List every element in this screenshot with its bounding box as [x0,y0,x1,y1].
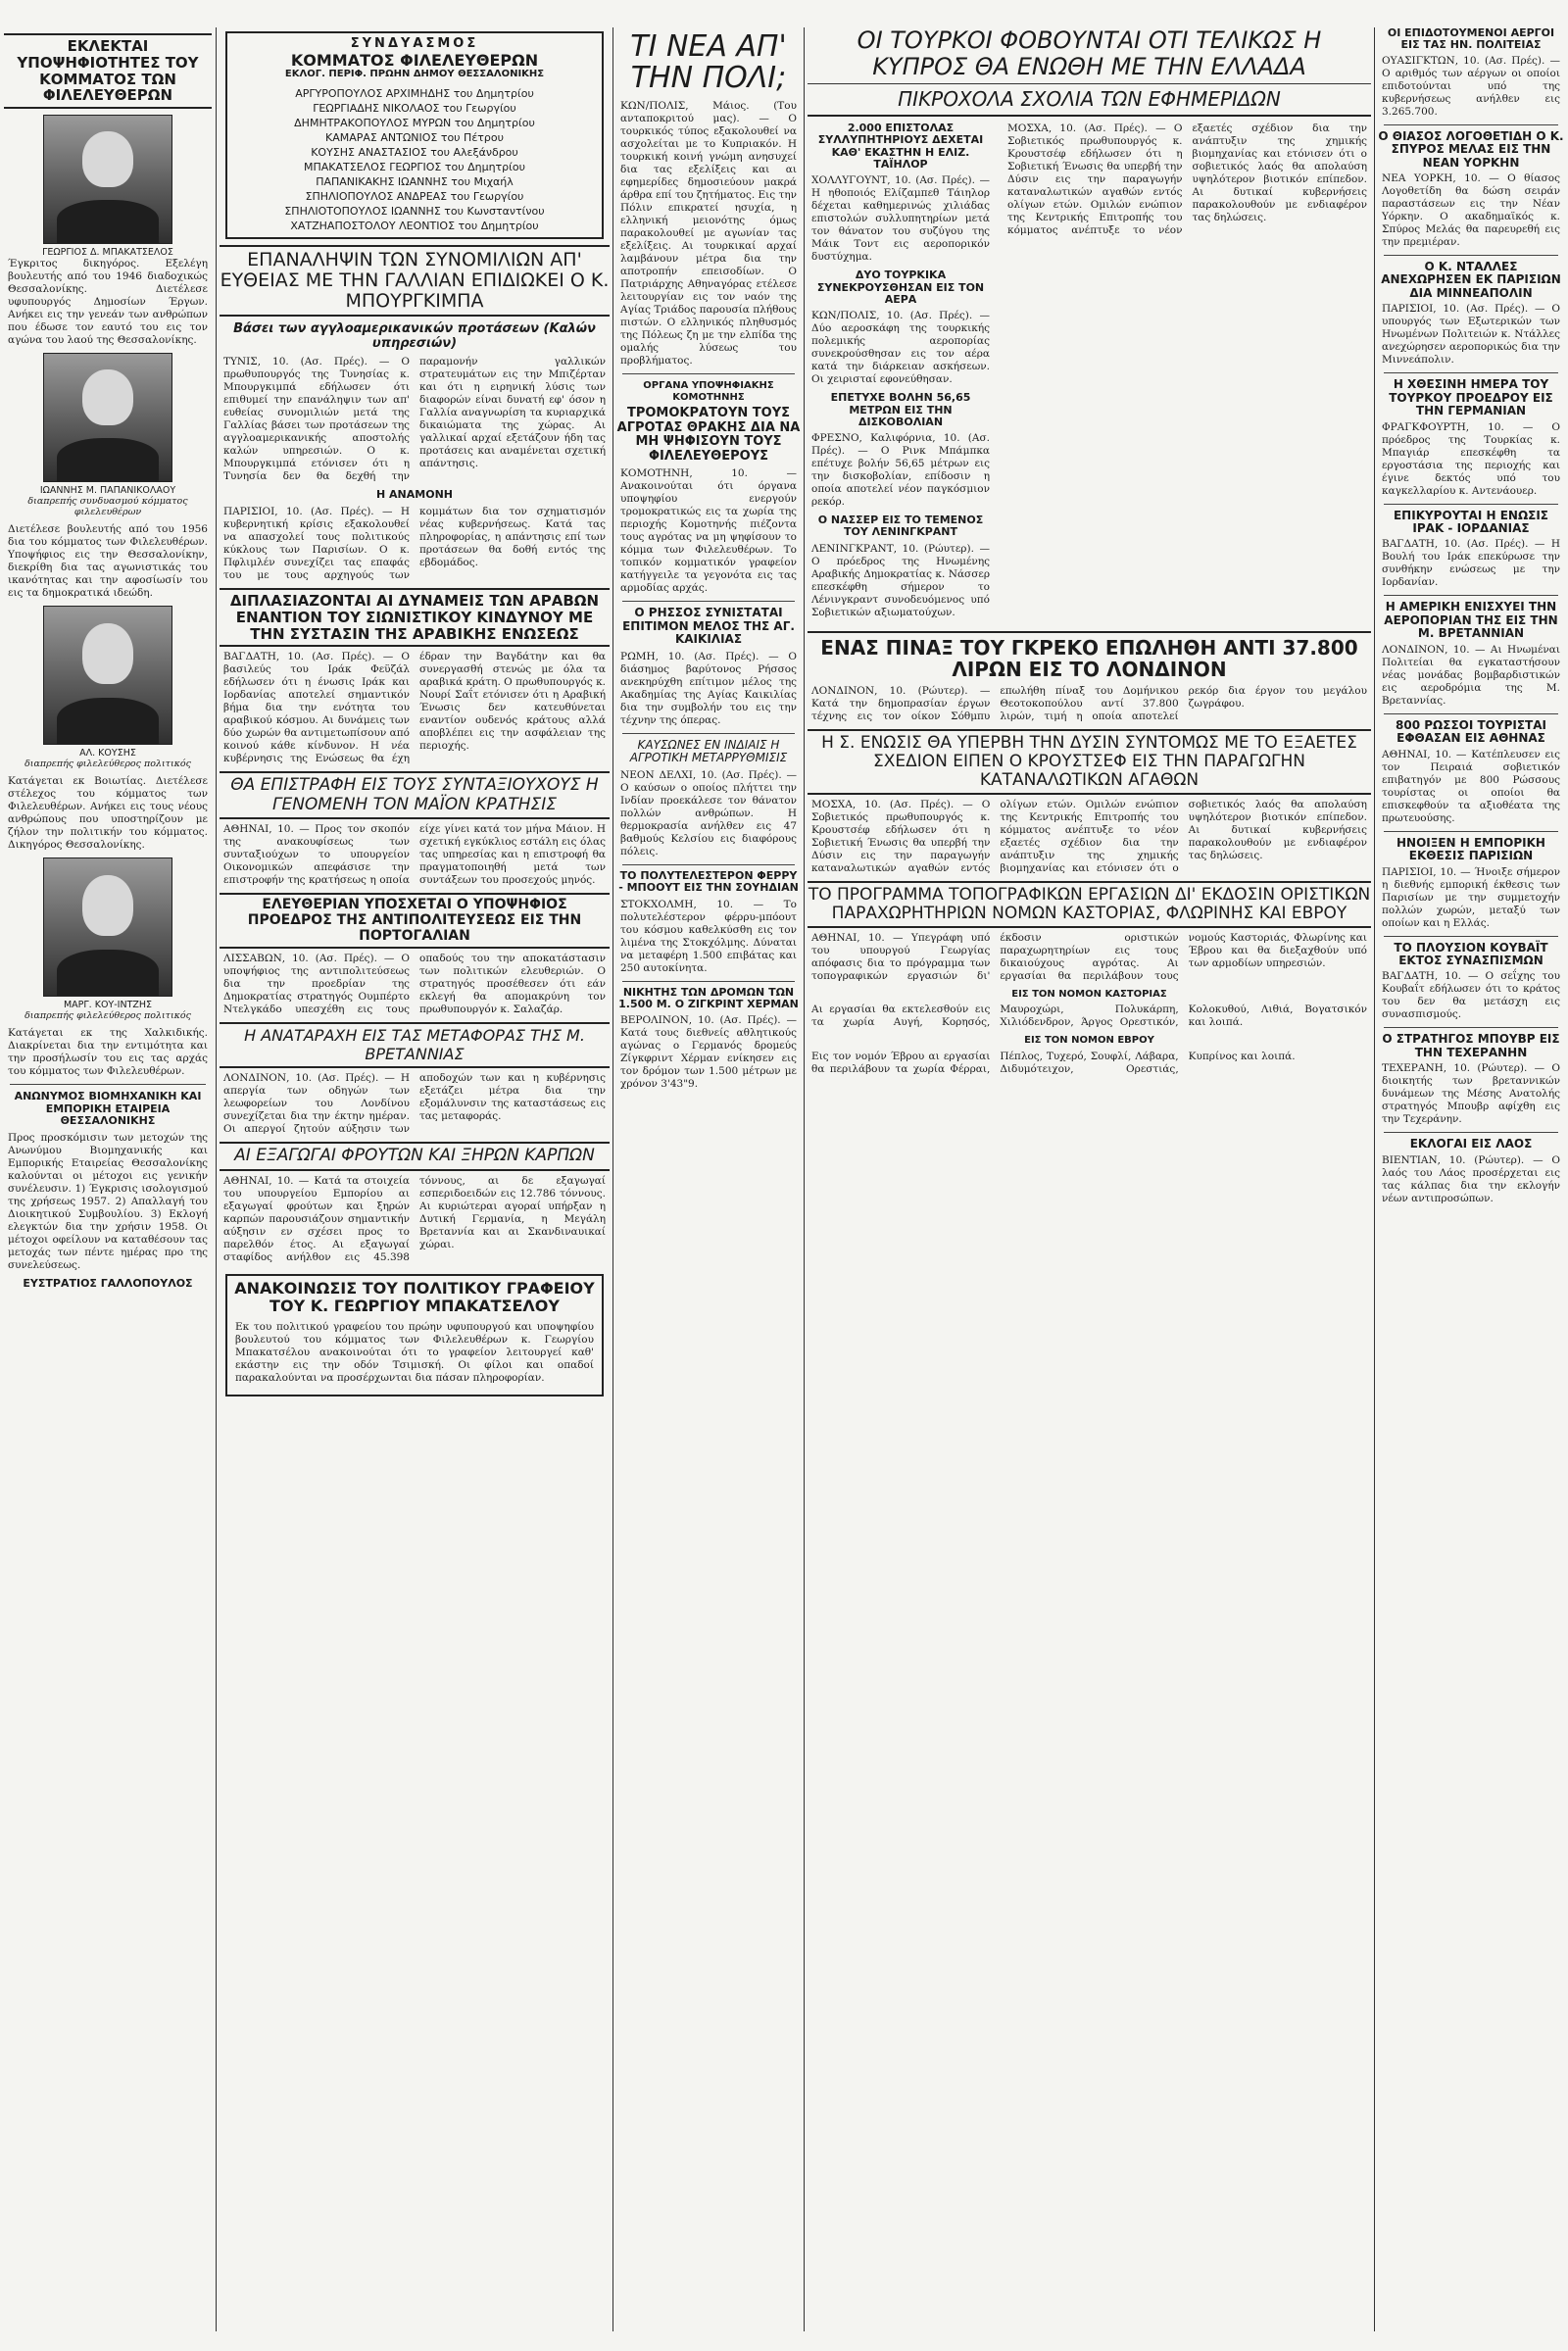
article-text: ΡΩΜΗ, 10. (Ασ. Πρές). — Ο διάσημος βαρύτονος Ρήσσος ανεκηρύχθη επίτιμον μέλος της Ακαδημίας της Αγίας Καικιλίας δια την συμβολήν του εις την τέχνην της όπερας. [620,650,797,726]
headline: ΕΠΙΚΥΡΟΥΤΑΙ Η ΕΝΩΣΙΣ ΙΡΑΚ - ΙΟΡΔΑΝΙΑΣ [1393,508,1548,535]
candidate-photo [43,353,172,482]
photo-caption-desc: διαπρεπής φιλελεύθερος πολιτικός [24,759,191,770]
article-text: ΑΘΗΝΑΙ, 10. — Υπεγράφη υπό του υπουργού Γεωργίας απόφασις δια το πρόγραμμα των τοπογραφικών εργασιών δι' έκδοσιν οριστικών παραχωρητηρίων εις τους δικαιούχους αγρότας. Αι εργασίαι θα περιλάβουν τους νομούς Καστοριάς, Φλωρίνης και Έβρου και θα διεξαχθούν υπό των αρμοδίων υπηρεσιών. [811,931,1367,982]
article-text: ΑΘΗΝΑΙ, 10. — Προς τον σκοπόν της ανακουφίσεως των συνταξιούχων το υπουργείον Οικονομικών απεφάσισε την επιστροφήν της κρατήσεως η οποία είχε γίνει κατά τον μήνα Μάιον. Η σχετική εγκύκλιος εστάλη εις όλας τας υπηρεσίας και η επιστροφή θα πραγματοποιηθή μετά των συντάξεων του προσεχούς μηνός. [223,823,606,887]
article-text: ΛΟΝΔΙΝΟΝ, 10. (Ασ. Πρές). — Η απεργία των οδηγών των λεωφορείων του Λονδίνου συνεχίζεται δια την έκτην ημέραν. Οι απεργοί ζητούν αύξησιν των αποδοχών των και η κυβέρνησις εξετάζει μέτρα δια την εξομάλυνσιν της καταστάσεως εις τας μεταφοράς. [223,1072,606,1136]
headline: ΤΟ ΠΡΟΓΡΑΜΜΑ ΤΟΠΟΓΡΑΦΙΚΩΝ ΕΡΓΑΣΙΩΝ ΔΙ' ΕΚΔΟΣΙΝ ΟΡΙΣΤΙΚΩΝ ΠΑΡΑΧΩΡΗΤΗΡΙΩΝ ΝΟΜΩΝ ΚΑΣΤΟΡΙΑΣ, ΦΛΩΡΙΝΗΣ ΚΑΙ ΕΒΡΟΥ [808,881,1371,928]
article-text: ΝΕΟΝ ΔΕΛΧΙ, 10. (Ασ. Πρές). — Ο καύσων ο οποίος πλήττει την Ινδίαν προεκάλεσε τον θάνατον πολλών ανθρώπων. Η θερμοκρασία ανήλθεν εις 47 βαθμούς Κελσίου εις διαφόρους πόλεις. [620,769,797,858]
article-text: ΧΟΛΛΥΓΟΥΝΤ, 10. (Ασ. Πρές). — Η ηθοποιός Ελίζαμπεθ Τάιηλορ δέχεται καθημερινώς χιλιάδας επιστολών συλλυπητηρίων μετά τον θάνατον του συζύγου της Μάικ Τοντ εις αεροπορικόν δυστύχημα. [811,174,990,264]
headline: ΗΝΟΙΞΕΝ Η ΕΜΠΟΡΙΚΗ ΕΚΘΕΣΙΣ ΠΑΡΙΣΙΩΝ [1396,835,1545,863]
headline: ΔΙΠΛΑΣΙΑΖΟΝΤΑΙ ΑΙ ΔΥΝΑΜΕΙΣ ΤΩΝ ΑΡΑΒΩΝ ΕΝΑΝΤΙΟΝ ΤΟΥ ΣΙΩΝΙΣΤΙΚΟΥ ΚΙΝΔΥΝΟΥ ΜΕ ΤΗΝ ΣΥΣΤΑΣΙΝ ΤΗΣ ΑΡΑΒΙΚΗΣ ΕΝΩΣΕΩΣ [220,588,610,647]
candidate-list-box [225,31,604,239]
article-text: Αι εργασίαι θα εκτελεσθούν εις τα χωρία Αυγή, Κορησός, Μαυροχώρι, Πολυκάρπη, Χιλιόδενδρον, Άργος Ορεστικόν, Κολοκυθού, Λιθιά, Βογατσικόν και λοιπά. [811,1004,1367,1029]
candidate-name: ΓΕΩΡΓΙΑΔΗΣ ΝΙΚΟΛΑΟΣ του Γεωργίου [313,101,516,115]
article-text: ΜΟΣΧΑ, 10. (Ασ. Πρές). — Ο Σοβιετικός πρωθυπουργός κ. Κρουστσέφ εδήλωσεν ότι η Σοβιετική Ένωσις θα υπερβή την Δύσιν εις την παραγωγήν καταναλωτικών αγαθών εντός ολίγων ετών. Ομιλών ενώπιον της Κεντρικής Επιτροπής του κόμματος ανέπτυξε το νέον εξαετές σχέδιον δια την ανάπτυξιν της χημικής βιομηχανίας και ετόνισεν ότι ο σοβιετικός λαός θα απολαύση υψηλότερον βιοτικόν επίπεδον. Αι δυτικαί κυβερνήσεις παρακολουθούν με ενδιαφέρον τας δηλώσεις. [1007,122,1367,236]
candidate-photo [43,115,172,244]
column-polis [616,27,801,2335]
column-rule [804,27,805,2331]
article-text: ΛΟΝΔΙΝΟΝ, 10. (Ρώυτερ). — Κατά την δημοπρασίαν έργων τέχνης εις τον οίκον Σόθμπυ επωλήθη πίναξ του Δομήνικου Θεοτοκοπούλου αντί 37.800 λιρών, τιμή η οποία αποτελεί ρεκόρ δια έργον του μεγάλου ζωγράφου. [811,684,1367,722]
candidate-name: ΚΑΜΑΡΑΣ ΑΝΤΩΝΙΟΣ του Πέτρου [325,130,504,144]
headline: Η Σ. ΕΝΩΣΙΣ ΘΑ ΥΠΕΡΒΗ ΤΗΝ ΔΥΣΙΝ ΣΥΝΤΟΜΩΣ ΜΕ ΤΟ ΕΞΑΕΤΕΣ ΣΧΕΔΙΟΝ ΕΙΠΕΝ Ο ΚΡΟΥΣΤΣΕΦ ΕΙΣ ΤΗΝ ΠΑΡΑΓΩΓΗΝ ΚΑΤΑΝΑΛΩΤΙΚΩΝ ΑΓΑΘΩΝ [808,729,1371,795]
column-title: ΕΚΛΕΚΤΑΙ ΥΠΟΨΗΦΙΟΤΗΤΕΣ ΤΟΥ ΚΟΜΜΑΤΟΣ ΤΩΝ ΦΙΛΕΛΕΥΘΕΡΩΝ [4,33,212,109]
headline: ΝΙΚΗΤΗΣ ΤΩΝ ΔΡΟΜΩΝ ΤΩΝ 1.500 Μ. Ο ΖΙΓΚΡΙΝΤ ΧΕΡΜΑΝ [618,985,799,1011]
subheadline: Βάσει των αγγλοαμερικανικών προτάσεων (Καλών υπηρεσιών) [233,321,596,352]
article-text: ΒΕΡΟΛΙΝΟΝ, 10. (Ασ. Πρές). — Κατά τους διεθνείς αθλητικούς αγώνας ο Γερμανός δρομεύς Ζίγκφριντ Χέρμαν ενίκησεν εις τον δρόμον των 1.500 μέτρων με χρόνον 3'43"9. [620,1014,797,1091]
subheadline: ΕΙΣ ΤΟΝ ΝΟΜΟΝ ΕΒΡΟΥ [1024,1035,1154,1047]
subheadline: ΕΙΣ ΤΟΝ ΝΟΜΟΝ ΚΑΣΤΟΡΙΑΣ [1011,988,1167,1000]
article-text: ΜΟΣΧΑ, 10. (Ασ. Πρές). — Ο Σοβιετικός πρωθυπουργός κ. Κρουστσέφ εδήλωσεν ότι η Σοβιετική Ένωσις θα υπερβή την Δύσιν εις την παραγωγήν καταναλωτικών αγαθών εντός ολίγων ετών. Ομιλών ενώπιον της Κεντρικής Επιτροπής του κόμματος ανέπτυξε το νέον εξαετές σχέδιον δια την ανάπτυξιν της χημικής βιομηχανίας και ετόνισεν ότι ο σοβιετικός λαός θα απολαύση υψηλότερον βιοτικόν επίπεδον. Αι δυτικαί κυβερνήσεις παρακολουθούν με ενδιαφέρον τας δηλώσεις. [811,798,1367,874]
announcement-box [225,1274,604,1396]
candidate-photo [43,606,172,745]
notice-text: Προς προσκόμισιν των μετοχών της Ανωνύμου Βιομηχανικής και Εμπορικής Εταιρείας Θεσσαλονίκης καλούνται οι μέτοχοι εις γενικήν συνέλευσιν. 1) Έγκρισις ισολογισμού της χρήσεως 1957. 2) Απαλλαγή του Διοικητικού Συμβουλίου. 3) Εκλογή ελεγκτών δια την χρήσιν 1958. Οι μέτοχοι οφείλουν να καταθέσουν τας μετοχάς των πέντε ημέρας προ της συνελεύσεως. [8,1132,208,1272]
column-rule [1374,27,1375,2331]
article-text: ΟΥΑΣΙΓΚΤΩΝ, 10. (Ασ. Πρές). — Ο αριθμός των αέργων οι οποίοι επιδοτούνται υπό της κυβερνήσεως ανήλθεν εις 3.265.700. [1382,54,1560,118]
article-text: ΑΘΗΝΑΙ, 10. — Κατέπλευσεν εις τον Πειραιά σοβιετικόν επιβατηγόν με 800 Ρώσσους τουρίστας οι οποίοι θα επισκεφθούν τα αξιοθέατα της πρωτευούσης. [1382,748,1560,824]
headline: ΤΡΟΜΟΚΡΑΤΟΥΝ ΤΟΥΣ ΑΓΡΟΤΑΣ ΘΡΑΚΗΣ ΔΙΑ ΝΑ ΜΗ ΨΗΦΙΣΟΥΝ ΤΟΥΣ ΦΙΛΕΛΕΥΘΕΡΟΥΣ [616,406,801,464]
subheadline: ΟΡΓΑΝΑ ΥΠΟΨΗΦΙΑΚΗΣ ΚΟΜΟΤΗΝΗΣ [643,380,774,403]
candidate-name: ΔΗΜΗΤΡΑΚΟΠΟΥΛΟΣ ΜΥΡΩΝ του Δημητρίου [294,116,535,129]
article-text: ΠΑΡΙΣΙΟΙ, 10. — Ήνοιξε σήμερον η διεθνής εμπορική έκθεσις των Παρισίων με την συμμετοχήν πολλών χωρών, μεταξύ των οποίων και η Ελλάς. [1382,865,1560,929]
announcement-text: Εκ του πολιτικού γραφείου του πρώην υφυπουργού και υποψηφίου βουλευτού του κόμματος των Φιλελευθέρων κ. Γεωργίου Μπακατσέλου ανακοινούται ότι το γραφείον λειτουργεί καθ' εκάστην εις την οδόν Τσιμισκή. Οι φίλοι και οπαδοί παρακαλούνται να προσέρχωνται δια πάσαν πληροφορίαν. [235,1320,594,1384]
article-text: ΠΑΡΙΣΙΟΙ, 10. (Ασ. Πρές). — Ο υπουργός των Εξωτερικών των Ηνωμένων Πολιτειών κ. Ντάλλες ανεχώρησεν αεροπορικώς δια την Μιννεάπολιν. [1382,303,1560,367]
article-text: ΒΑΓΔΑΤΗ, 10. (Ασ. Πρές). — Η Βουλή του Ιράκ επεκύρωσε την συνθήκην ενώσεως με την Ιορδανίαν. [1382,538,1560,589]
headline: 800 ΡΩΣΣΟΙ ΤΟΥΡΙΣΤΑΙ ΕΦΘΑΣΑΝ ΕΙΣ ΑΘΗΝΑΣ [1396,717,1546,746]
headline: Ο ΘΙΑΣΟΣ ΛΟΓΟΘΕΤΙΔΗ Ο Κ. ΣΠΥΡΟΣ ΜΕΛΑΣ ΕΙΣ ΤΗΝ ΝΕΑΝ ΥΟΡΚΗΝ [1378,128,1564,170]
headline: ΕΝΑΣ ΠΙΝΑΞ ΤΟΥ ΓΚΡΕΚΟ ΕΠΩΛΗΘΗ ΑΝΤΙ 37.800 ΛΙΡΩΝ ΕΙΣ ΤΟ ΛΟΝΔΙΝΟΝ [808,631,1371,681]
article-text: ΦΡΕΣΝΟ, Καλιφόρνια, 10. (Ασ. Πρές). — Ο Ρινκ Μπάμπκα επέτυχε βολήν 56,65 μέτρων εις την δισκοβολίαν, επίδοσιν η οποία αποτελεί νέον παγκόσμιον ρεκόρ. [811,432,990,509]
candidate-bio: Κατάγεται εκ της Χαλκιδικής. Διακρίνεται δια την εντιμότητα και την προσήλωσίν του εις τας αρχάς του κόμματος των Φιλελευθέρων. [8,1027,208,1078]
article-text: ΛΙΣΣΑΒΩΝ, 10. (Ασ. Πρές). — Ο υποψήφιος της αντιπολιτεύσεως δια την προεδρίαν της Δημοκρατίας στρατηγός Ουμπέρτο Ντελγκάδο υπεσχέθη εις τους οπαδούς του την αποκατάστασιν των πολιτικών ελευθεριών. Ο στρατηγός προσέθεσεν ότι εάν εκλεγή θα απομακρύνη τον πρωθυπουργόν κ. Σαλαζάρ. [223,953,606,1016]
notice-signature: ΕΥΣΤΡΑΤΙΟΣ ΓΑΛΛΟΠΟΥΛΟΣ [23,1277,193,1291]
photo-caption: ΓΕΩΡΓΙΟΣ Δ. ΜΠΑΚΑΤΣΕΛΟΣ [42,247,173,259]
photo-caption: ΜΑΡΓ. ΚΟΥ-ΙΝΤΖΗΣ [63,1000,153,1011]
list-heading: ΚΟΜΜΑΤΟΣ ΦΙΛΕΛΕΥΘΕΡΩΝ [290,50,539,70]
article-text: ΣΤΟΚΧΟΛΜΗ, 10. — Το πολυτελέστερον φέρρυ-μπόουτ του κόσμου καθελκύσθη εις τον λιμένα της Στοκχόλμης. Δύναται να μεταφέρη 1.500 επιβάτας και 250 αυτοκίνητα. [620,898,797,974]
column-briefs [1378,27,1564,2335]
candidate-bio: Έγκριτος δικηγόρος. Εξελέγη βουλευτής από του 1946 διαδοχικώς Θεσσαλονίκης. Διετέλεσε υφυπουργός Δημοσίων Έργων. Ανήκει εις την γενεάν των ανθρώπων που έδωσε τον εαυτό του εις τον αγώνα του λαού της Θεσσαλονίκης. [8,258,208,347]
article-text: ΦΡΑΓΚΦΟΥΡΤΗ, 10. — Ο πρόεδρος της Τουρκίας κ. Μπαγιάρ επεσκέφθη τα εργοστάσια της περιοχής και έγινε δεκτός υπό του καγκελλαρίου κ. Αντενάουερ. [1382,420,1560,497]
subheadline: Η ΑΝΑΜΟΝΗ [376,488,453,502]
photo-caption-desc: διαπρεπής συνδυασμού κόμματος φιλελευθέρων [27,496,188,518]
headline: ΚΑΥΣΩΝΕΣ ΕΝ ΙΝΔΙΑΙΣ Η ΑΓΡΟΤΙΚΗ ΜΕΤΑΡΡΥΘΜΙΣΙΣ [629,737,788,765]
headline: Η ΑΝΑΤΑΡΑΧΗ ΕΙΣ ΤΑΣ ΜΕΤΑΦΟΡΑΣ ΤΗΣ Μ. ΒΡΕΤΑΝΝΙΑΣ [220,1022,610,1068]
lead-subheadline: ΠΙΚΡΟΧΟΛΑ ΣΧΟΛΙΑ ΤΩΝ ΕΦΗΜΕΡΙΔΩΝ [808,88,1371,117]
candidate-name: ΠΑΠΑΝΙΚΑΚΗΣ ΙΩΑΝΝΗΣ του Μιχαήλ [316,174,514,188]
article-text: ΤΥΝΙΣ, 10. (Ασ. Πρές). — Ο πρωθυπουργός της Τυνησίας κ. Μπουργκιμπά εδήλωσεν ότι επιθυμεί την επανάληψιν των απ' ευθείας συνομιλιών μετά της Γαλλίας βάσει των προτάσεων της αγγλοαμερικανικής αποστολής καλών υπηρεσιών. Ο κ. Μπουργκιμπά ετόνισεν ότι η Τυνησία δεν θα δεχθή την παραμονήν γαλλικών στρατευμάτων εις την Μπιζέρταν και ότι η ειρηνική λύσις των διαφορών είναι δυνατή εφ' όσον η Γαλλία αναγνωρίση τα κυριαρχικά δικαιώματα της χώρας. Αι γαλλικαί αρχαί εξετάζουν ήδη τας προτάσεις και αναμένεται σχετική απάντησις. [223,356,606,483]
headline: Ο ΣΤΡΑΤΗΓΟΣ ΜΠΟΥΒΡ ΕΙΣ ΤΗΝ ΤΕΧΕΡΑΝΗΝ [1382,1032,1560,1059]
article-text: ΛΟΝΔΙΝΟΝ, 10. — Αι Ηνωμέναι Πολιτείαι θα εγκαταστήσουν νέας μονάδας βομβαρδιστικών εις αεροδρόμια της Μ. Βρεταννίας. [1382,643,1560,707]
headline: ΤΟ ΠΛΟΥΣΙΟΝ ΚΟΥΒΑΪΤ ΕΚΤΟΣ ΣΥΝΑΣΠΙΣΜΩΝ [1394,940,1548,967]
article-text: ΑΘΗΝΑΙ, 10. — Κατά τα στοιχεία του υπουργείου Εμπορίου αι εξαγωγαί φρούτων και ξηρών καρπών παρουσιάζουν σημαντικήν αύξησιν εν σχέσει προς το παρελθόν έτος. Αι εξαγωγαί σταφίδος ανήλθον εις 45.398 τόννους, αι δε εξαγωγαί εσπεριδοειδών εις 12.786 τόννους. Αι κυριώτεραι αγοραί υπήρξαν η Δυτική Γερμανία, η Μεγάλη Βρεταννία και αι Σκανδιναυικαί χώραι. [223,1174,606,1263]
article-text: ΠΑΡΙΣΙΟΙ, 10. (Ασ. Πρές). — Η κυβερνητική κρίσις εξακολουθεί να απασχολεί τους πολιτικούς κύκλους των Παρισίων. Ο κ. Πφλιμλέν συνεχίζει τας επαφάς του με τους αρχηγούς των κομμάτων δια τον σχηματισμόν νέας κυβερνήσεως. Κατά τας πληροφορίας, η απάντησις επί των προτάσεων θα δοθή εντός της εβδομάδος. [223,505,606,581]
candidate-name: ΜΠΑΚΑΤΣΕΛΟΣ ΓΕΩΡΓΙΟΣ του Δημητρίου [304,160,525,173]
headline: ΕΠΑΝΑΛΗΨΙΝ ΤΩΝ ΣΥΝΟΜΙΛΙΩΝ ΑΠ' ΕΥΘΕΙΑΣ ΜΕ ΤΗΝ ΓΑΛΛΙΑΝ ΕΠΙΔΙΩΚΕΙ Ο Κ. ΜΠΟΥΡΓΚΙΜΠΑ [220,245,610,318]
headline: 2.000 ΕΠΙΣΤΟΛΑΣ ΣΥΛΛΥΠΗΤΗΡΙΟΥΣ ΔΕΧΕΤΑΙ ΚΑΘ' ΕΚΑΣΤΗΝ Η ΕΛΙΖ. ΤΑΪΗΛΟΡ [817,122,984,171]
article-text: ΤΕΧΕΡΑΝΗ, 10. (Ρώυτερ). — Ο διοικητής των βρεταννικών δυνάμεων της Μέσης Ανατολής στρατηγός Μπουβρ αφίχθη εις την Τεχεράνην. [1382,1062,1560,1126]
candidate-name: ΣΠΗΛΙΟΤΟΠΟΥΛΟΣ ΙΩΑΝΝΗΣ του Κωνσταντίνου [284,204,545,218]
headline: Ο ΝΑΣΣΕΡ ΕΙΣ ΤΟ ΤΕΜΕΝΟΣ ΤΟΥ ΛΕΝΙΝΓΚΡΑΝΤ [817,514,984,539]
candidate-photo [43,857,172,997]
candidate-name: ΧΑΤΖΗΑΠΟΣΤΟΛΟΥ ΛΕΟΝΤΙΟΣ του Δημητρίου [290,219,539,232]
column-main-news [808,27,1371,2335]
headline: ΕΛΕΥΘΕΡΙΑΝ ΥΠΟΣΧΕΤΑΙ Ο ΥΠΟΨΗΦΙΟΣ ΠΡΟΕΔΡΟΣ ΤΗΣ ΑΝΤΙΠΟΛΙΤΕΥΣΕΩΣ ΕΙΣ ΤΗΝ ΠΟΡΤΟΓΑΛΙΑΝ [220,893,610,949]
headline: ΕΚΛΟΓΑΙ ΕΙΣ ΛΑΟΣ [1409,1137,1533,1151]
headline: ΘΑ ΕΠΙΣΤΡΑΦΗ ΕΙΣ ΤΟΥΣ ΣΥΝΤΑΞΙΟΥΧΟΥΣ Η ΓΕΝΟΜΕΝΗ ΤΟΝ ΜΑΪΟΝ ΚΡΑΤΗΣΙΣ [220,771,610,819]
headline: ΟΙ ΕΠΙΔΟΤΟΥΜΕΝΟΙ ΑΕΡΓΟΙ ΕΙΣ ΤΑΣ ΗΝ. ΠΟΛΙΤΕΙΑΣ [1387,27,1555,52]
headline: Ο ΡΗΣΣΟΣ ΣΥΝΙΣΤΑΤΑΙ ΕΠΙΤΙΜΟΝ ΜΕΛΟΣ ΤΗΣ ΑΓ. ΚΑΙΚΙΛΙΑΣ [622,606,795,647]
list-heading: ΣΥΝΔΥΑΣΜΟΣ [350,36,479,51]
article-text: ΚΟΜΟΤΗΝΗ, 10. — Ανακοινούται ότι όργανα υποψηφίου ενεργούν τρομοκρατικώς εις τα χωρία της περιοχής Κομοτηνής πιέζοντα τους αγρότας να μη ψηφίσουν το κόμμα των Φιλελευθέρων. Το τοπικόν κομματικόν γραφείον κατήγγειλε τα γεγονότα εις τας αρμοδίας αρχάς. [620,467,797,595]
column-rule [612,27,613,2331]
headline: ΕΠΕΤΥΧΕ ΒΟΛΗΝ 56,65 ΜΕΤΡΩΝ ΕΙΣ ΤΗΝ ΔΙΣΚΟΒΟΛΙΑΝ [830,391,971,428]
headline: ΑΙ ΕΞΑΓΩΓΑΙ ΦΡΟΥΤΩΝ ΚΑΙ ΞΗΡΩΝ ΚΑΡΠΩΝ [220,1142,610,1171]
column-rule [216,27,217,2331]
candidate-bio: Κατάγεται εκ Βοιωτίας. Διετέλεσε στέλεχος του κόμματος των Φιλελευθέρων. Ανήκει εις τους νέους ανθρώπους που υποστηρίζουν με ζήλον την πολιτικήν του κόμματος. Δικηγόρος Θεσσαλονίκης. [8,775,208,852]
candidate-name: ΑΡΓΥΡΟΠΟΥΛΟΣ ΑΡΧΙΜΗΔΗΣ του Δημητρίου [295,86,534,100]
headline: Ο Κ. ΝΤΑΛΛΕΣ ΑΝΕΧΩΡΗΣΕΝ ΕΚ ΠΑΡΙΣΙΩΝ ΔΙΑ ΜΙΝΝΕΑΠΟΛΙΝ [1381,259,1561,300]
column-candidates-profiles [4,27,212,2335]
notice-heading: ΑΝΩΝΥΜΟΣ ΒΙΟΜΗΧΑΝΙΚΗ ΚΑΙ ΕΜΠΟΡΙΚΗ ΕΤΑΙΡΕΙΑ ΘΕΣΣΑΛΟΝΙΚΗΣ [14,1090,202,1128]
article-text: ΚΩΝ/ΠΟΛΙΣ, 10. (Ασ. Πρές). — Δύο αεροσκάφη της τουρκικής πολεμικής αεροπορίας συνεκρούσθησαν εις τον αέρα κατά την διάρκειαν ασκήσεων. Οι χειρισταί εφονεύθησαν. [811,310,990,386]
list-subheading: ΕΚΛΟΓ. ΠΕΡΙΦ. ΠΡΩΗΝ ΔΗΜΟΥ ΘΕΣΣΑΛΟΝΙΚΗΣ [284,69,545,80]
lead-headline: ΟΙ ΤΟΥΡΚΟΙ ΦΟΒΟΥΝΤΑΙ ΟΤΙ ΤΕΛΙΚΩΣ Η ΚΥΠΡΟΣ ΘΑ ΕΝΩΘΗ ΜΕ ΤΗΝ ΕΛΛΑΔΑ [808,27,1371,84]
headline: ΔΥΟ ΤΟΥΡΚΙΚΑ ΣΥΝΕΚΡΟΥΣΘΗΣΑΝ ΕΙΣ ΤΟΝ ΑΕΡΑ [816,269,985,306]
article-text: ΒΑΓΔΑΤΗ, 10. — Ο σεΐχης του Κουβαΐτ εδήλωσεν ότι το κράτος του δεν θα μετάσχη εις συνασπισμούς. [1382,970,1560,1021]
photo-caption-desc: διαπρεπής φιλελεύθερος πολιτικός [24,1010,191,1022]
headline: Η ΧΘΕΣΙΝΗ ΗΜΕΡΑ ΤΟΥ ΤΟΥΡΚΟΥ ΠΡΟΕΔΡΟΥ ΕΙΣ ΤΗΝ ΓΕΡΜΑΝΙΑΝ [1389,377,1553,418]
headline: ΤΙ ΝΕΑ ΑΠ' ΤΗΝ ΠΟΛΙ; [630,29,787,95]
candidate-name: ΣΠΗΛΙΟΠΟΥΛΟΣ ΑΝΔΡΕΑΣ του Γεωργίου [305,189,524,203]
candidate-bio: Διετέλεσε βουλευτής από του 1956 δια του κόμματος των Φιλελευθέρων. Υποψήφιος εις την Θεσσαλονίκην, διεκρίθη δια τας αγωνιστικάς του ικανότητας και την αφοσίωσίν του εις τα δημοκρατικά ιδεώδη. [8,523,208,600]
article-text: ΒΑΓΔΑΤΗ, 10. (Ασ. Πρές). — Ο βασιλεύς του Ιράκ Φεϋζάλ εδήλωσεν ότι η ένωσις Ιράκ και Ιορδανίας αποτελεί σημαντικόν βήμα δια την ενότητα του αραβικού κόσμου. Αι δυνάμεις των δύο χωρών θα αντιμετωπίσουν από κοινού κάθε κίνδυνον. Η νέα κυβέρνησις της Ενώσεως θα έχη έδραν την Βαγδάτην και θα συνεργασθή στενώς με όλα τα αραβικά κράτη. Ο πρωθυπουργός κ. Νουρί Σαΐτ ετόνισεν ότι η Αραβική Ένωσις δεν κατευθύνεται εναντίον ουδενός κράτους αλλά αποβλέπει εις την ασφάλειαν της περιοχής. [223,651,606,765]
announcement-heading: ΑΝΑΚΟΙΝΩΣΙΣ ΤΟΥ ΠΟΛΙΤΙΚΟΥ ΓΡΑΦΕΙΟΥ ΤΟΥ Κ. ΓΕΩΡΓΙΟΥ ΜΠΑΚΑΤΣΕΛΟΥ [234,1278,595,1315]
article-text: ΝΕΑ ΥΟΡΚΗ, 10. — Ο θίασος Λογοθετίδη θα δώση σειράν παραστάσεων εις την Νέαν Υόρκην. Ο ακαδημαϊκός κ. Σπύρος Μελάς θα παρευρεθή εις την πρεμιέραν. [1382,171,1560,248]
article-text: ΒΙΕΝΤΙΑΝ, 10. (Ρώυτερ). — Ο λαός του Λάος προσέρχεται εις τας κάλπας δια την εκλογήν νέων αντιπροσώπων. [1382,1153,1560,1204]
column-international [220,27,610,2335]
headline: Η ΑΜΕΡΙΚΗ ΕΝΙΣΧΥΕΙ ΤΗΝ ΑΕΡΟΠΟΡΙΑΝ ΤΗΣ ΕΙΣ ΤΗΝ Μ. ΒΡΕΤΑΝΝΙΑΝ [1384,600,1558,641]
photo-caption: ΙΩΑΝΝΗΣ Μ. ΠΑΠΑΝΙΚΟΛΑΟΥ [39,485,176,497]
article-text: Εις τον νομόν Έβρου αι εργασίαι θα περιλάβουν τα χωρία Φέρραι, Πέπλος, Τυχερό, Σουφλί, Λάβαρα, Διδυμότειχον, Ορεστιάς, Κυπρίνος και λοιπά. [811,1050,1296,1075]
article-text: ΛΕΝΙΝΓΚΡΑΝΤ, 10. (Ρώυτερ). — Ο πρόεδρος της Ηνωμένης Αραβικής Δημοκρατίας κ. Νάσσερ επεσκέφθη σήμερον το Λένινγκραντ συνοδευόμενος υπό Σοβιετικών αξιωματούχων. [811,542,990,618]
photo-caption: ΑΛ. ΚΟΥΣΗΣ [79,748,136,759]
candidate-name: ΚΟΥΣΗΣ ΑΝΑΣΤΑΣΙΟΣ του Αλεξάνδρου [311,145,518,159]
headline: ΤΟ ΠΟΛΥΤΕΛΕΣΤΕΡΟΝ ΦΕΡΡΥ - ΜΠΟΟΥΤ ΕΙΣ ΤΗΝ ΣΟΥΗΔΙΑΝ [618,869,799,895]
article-text: ΚΩΝ/ΠΟΛΙΣ, Μάιος. (Του ανταποκριτού μας). — Ο τουρκικός τύπος εξακολουθεί να ασχολείται με το Κυπριακόν. Η τουρκική κοινή γνώμη ανησυχεί δια τας εξελίξεις και αι εφημερίδες δημοσιεύουν μακρά άρθρα επί του ζητήματος. Εις την Πόλιν επικρατεί ησυχία, η ελληνική μειονότης όμως παρακολουθεί με αγωνίαν τας εξελίξεις. Αι τουρκικαί αρχαί λαμβάνουν μέτρα δια την αποτροπήν επεισοδίων. Ο Πατριάρχης Αθηναγόρας ετέλεσε λειτουργίαν εις τον ναόν της Αγίας Τριάδος παρουσία πλήθους πιστών. Ο ελληνικός πληθυσμός της Πόλεως ζη με την ελπίδα της ομαλής λύσεως του προβλήματος. [620,100,797,367]
